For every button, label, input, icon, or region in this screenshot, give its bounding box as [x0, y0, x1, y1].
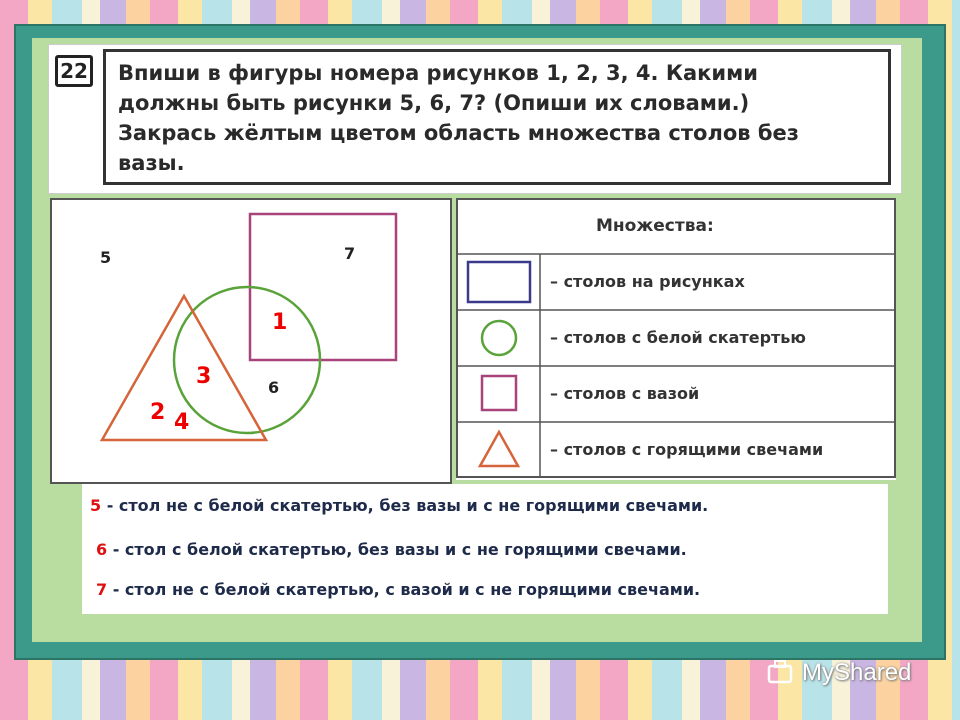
answer-6	[96, 540, 687, 559]
triangle-icon	[456, 422, 540, 478]
legend-row	[456, 366, 896, 422]
task-panel	[48, 44, 902, 194]
legend-label: – столов с вазой	[550, 384, 700, 403]
answer-text: - стол с белой скатертью, без вазы и с не горящими свечами.	[107, 540, 687, 559]
answer-5	[90, 496, 708, 515]
task-number: 22	[55, 55, 93, 87]
legend-label: – столов с белой скатертью	[550, 328, 806, 347]
venn-shapes	[52, 200, 450, 482]
answer-text: - стол не с белой скатертью, без вазы и с не горящими свечами.	[101, 496, 709, 515]
answer-7	[96, 580, 700, 599]
answer-number: 6	[96, 540, 108, 559]
label-5: 5	[100, 248, 112, 267]
venn-diagram	[50, 198, 452, 484]
task-text	[118, 58, 878, 178]
watermark-logo-icon	[766, 658, 796, 688]
label-7: 7	[344, 244, 356, 263]
legend-label: – столов на рисунках	[550, 272, 745, 291]
handwritten-2: 2	[150, 400, 166, 425]
watermark	[766, 658, 911, 688]
vase-square-shape	[250, 214, 396, 360]
legend-label: – столов с горящими свечами	[550, 440, 824, 459]
handwritten-1: 1	[272, 310, 288, 335]
task-line: должны быть рисунки 5, 6, 7? (Опиши их словами.)	[118, 91, 750, 115]
legend-table	[456, 198, 896, 480]
answers-panel	[82, 484, 888, 614]
label-6: 6	[268, 378, 280, 397]
legend-row	[456, 254, 896, 310]
handwritten-3: 3	[196, 364, 212, 389]
answer-text: - стол не с белой скатертью, с вазой и с не горящими свечами.	[107, 580, 701, 599]
circle-icon	[456, 310, 540, 366]
answer-number: 7	[96, 580, 108, 599]
square-icon	[456, 366, 540, 422]
task-line: вазы.	[118, 151, 185, 175]
task-text-box	[103, 49, 891, 185]
answer-number: 5	[90, 496, 102, 515]
handwritten-4: 4	[174, 410, 190, 435]
legend-row	[456, 310, 896, 366]
rectangle-icon	[456, 254, 540, 310]
task-line: Впиши в фигуры номера рисунков 1, 2, 3, 4. Какими	[118, 61, 759, 85]
legend-title: Множества:	[596, 216, 714, 236]
legend-row	[456, 422, 896, 478]
task-line: Закрась жёлтым цветом область множества столов без	[118, 121, 799, 145]
watermark-text: MyShared	[802, 659, 912, 686]
